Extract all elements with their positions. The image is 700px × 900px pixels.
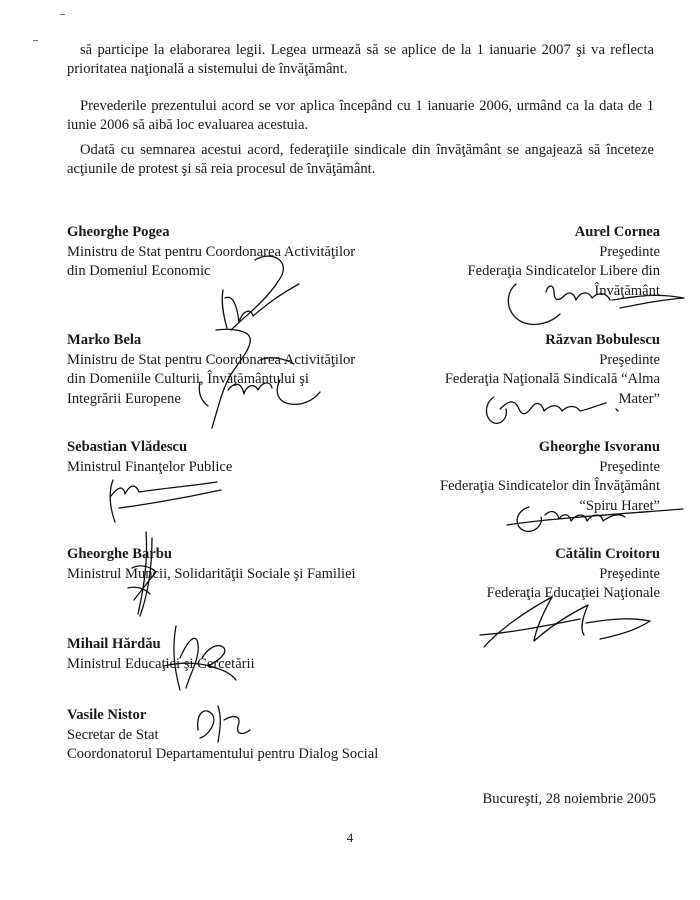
signatory-title: Ministru de Stat pentru Coordonarea Activităţilor (67, 243, 356, 260)
signatory-title: Ministrul Muncii, Solidarităţii Sociale şi Familiei (67, 565, 356, 582)
signatory-title: Coordonatorul Departamentului pentru Dialog Social (67, 746, 379, 762)
scan-mark (33, 40, 38, 41)
signatory-title: Federaţia Sindicatelor Libere din (467, 263, 660, 279)
signatory-name: Gheorghe Barbu (67, 546, 172, 562)
place-date: Bucureşti, 28 noiembrie 2005 (482, 791, 656, 807)
signatory-title: Ministrul Finanţelor Publice (67, 458, 233, 475)
signatory-title: Ministrul Educaţiei şi Cercetării (67, 655, 255, 672)
signatory-title: Învăţământ (594, 282, 660, 299)
signatory-nistor (67, 706, 378, 765)
signatory-pogea (67, 223, 355, 282)
signatory-name: Marko Bela (67, 332, 142, 348)
signatory-name: Mihail Hărdău (67, 636, 161, 652)
signatory-title: Ministru de Stat pentru Coordonarea Activităţilor (67, 351, 356, 368)
signatory-title: Preşedinte (599, 351, 660, 368)
signatory-name: Gheorghe Pogea (67, 224, 170, 240)
signatory-title: “Spiru Haret” (579, 497, 660, 514)
paragraph-law-application: să participe la elaborarea legii. Legea urmează să se aplice de la 1 ianuarie 2007 şi va reflecta prioritatea naţională a sistemului de învăţământ. (67, 42, 654, 77)
paragraph-protest-end: Odată cu semnarea acestui acord, federaţiile sindicale din învăţământ se angajează să înceteze acţiunile de protest şi să reia procesul de învăţământ. (67, 142, 654, 177)
signatory-title: din Domeniul Economic (67, 263, 211, 279)
signatory-vladescu (67, 438, 232, 477)
signatory-name: Gheorghe Isvoranu (538, 439, 660, 455)
signatory-croitoru (487, 545, 660, 604)
page-number: 4 (346, 830, 354, 845)
signatory-isvoranu (440, 438, 660, 516)
signatory-name: Vasile Nistor (67, 707, 147, 723)
signatory-title: Secretar de Stat (67, 726, 159, 743)
signatory-title: din Domeniile Culturii, Învăţământului şi (67, 371, 309, 387)
signatory-marko (67, 331, 355, 409)
signatory-title: Preşedinte (599, 458, 660, 475)
signatory-name: Aurel Cornea (574, 224, 660, 240)
signatory-title: Integrării Europene (67, 390, 181, 407)
signatory-title: Federaţia Sindicatelor din Învăţământ (439, 478, 660, 494)
signatory-name: Cătălin Croitoru (555, 546, 660, 562)
signatory-title: Preşedinte (599, 565, 660, 582)
signatory-title: Mater” (618, 390, 660, 407)
signatory-cornea (468, 223, 660, 301)
scan-mark (60, 14, 65, 15)
signatory-title: Federaţia Naţională Sindicală “Alma (444, 371, 660, 387)
signatory-name: Sebastian Vlădescu (67, 439, 188, 455)
signatory-barbu (67, 545, 356, 584)
signatory-bobulescu (445, 331, 660, 409)
signatory-title: Preşedinte (599, 243, 660, 260)
signatory-name: Răzvan Bobulescu (545, 332, 660, 348)
paragraph-agreement-effective: Prevederile prezentului acord se vor aplica începând cu 1 ianuarie 2006, urmând ca la data de 1 iunie 2006 să aibă loc evaluarea acestuia. (67, 98, 654, 133)
signatory-hardau (67, 635, 255, 674)
signatory-title: Federaţia Educaţiei Naţionale (486, 585, 660, 601)
